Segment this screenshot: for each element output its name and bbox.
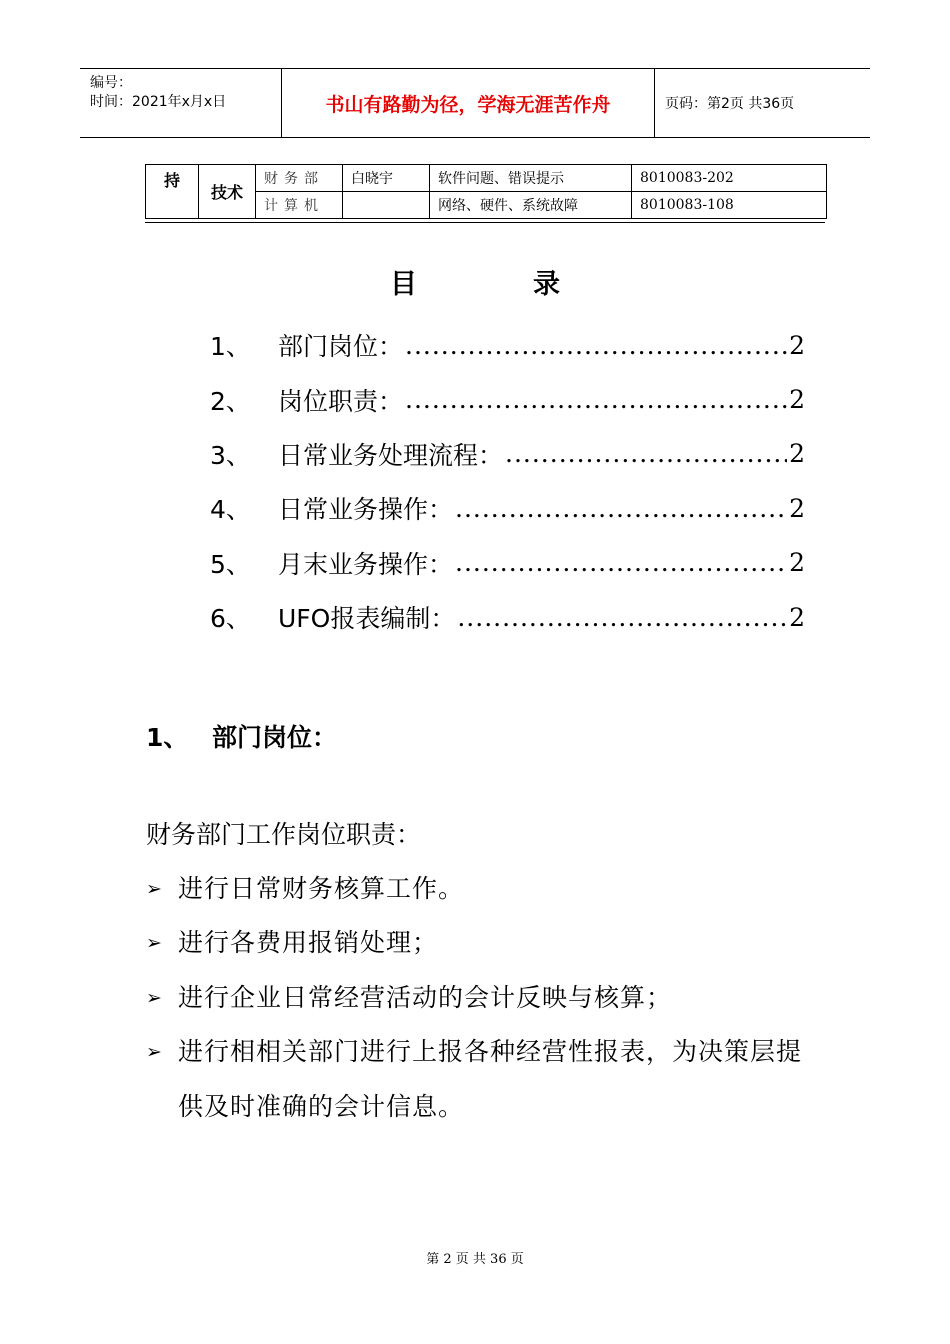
toc-num: 5、: [210, 549, 251, 579]
table-cell-person: [343, 192, 430, 219]
toc-title: [0, 262, 950, 301]
number-label: 编号：: [90, 75, 132, 91]
table-cell-tech: 技术: [199, 165, 256, 219]
table-bottom-rule: [145, 222, 825, 226]
list-item-text: 进行企业日常经营活动的会计反映与核算；: [178, 982, 673, 1012]
table-of-contents: [210, 318, 805, 644]
contact-table: [145, 164, 827, 219]
toc-num: 2、: [210, 386, 251, 416]
toc-page: 2: [789, 493, 805, 523]
table-cell-dept: 计算机: [256, 192, 343, 219]
toc-num: 3、: [210, 440, 251, 470]
list-item: [146, 971, 816, 1025]
toc-label: 日常业务操作：: [278, 495, 454, 525]
toc-page: 2: [789, 548, 805, 578]
page-header: [80, 68, 870, 138]
toc-label: 日常业务处理流程：: [278, 440, 504, 470]
toc-page: 2: [789, 602, 805, 632]
page-footer: 第 2 页 共 36 页: [426, 1252, 524, 1267]
list-item-text: 进行日常财务核算工作。: [178, 874, 465, 903]
table-cell-phone: 8010083-108: [632, 192, 827, 219]
toc-leader: [457, 603, 787, 632]
list-item: [146, 862, 816, 916]
toc-item[interactable]: [210, 427, 805, 481]
table-cell-dept: 财务部: [256, 165, 343, 192]
toc-item[interactable]: [210, 481, 805, 535]
toc-page: 2: [789, 439, 805, 469]
arrow-bullet-icon: ➢: [146, 986, 162, 1009]
toc-label: 岗位职责：: [278, 386, 404, 416]
toc-label: 月末业务操作：: [278, 549, 454, 579]
toc-num: 6、: [210, 604, 251, 634]
table-cell-phone: 8010083-202: [632, 165, 827, 192]
section-heading: [146, 718, 337, 754]
table-cell-support: 持: [146, 165, 199, 219]
toc-leader: [505, 439, 787, 468]
toc-label: UFO报表编制：: [278, 604, 456, 634]
toc-item[interactable]: [210, 372, 805, 426]
section-intro: 财务部门工作岗位职责：: [146, 820, 422, 849]
list-item: [146, 1025, 816, 1134]
toc-item[interactable]: [210, 590, 805, 644]
toc-num: 1、: [210, 332, 251, 362]
arrow-bullet-icon: ➢: [146, 1041, 162, 1064]
list-item-text: 进行各费用报销处理；: [178, 928, 439, 958]
toc-title-part-b: 录: [533, 269, 560, 300]
section-title: 部门岗位：: [212, 723, 338, 752]
header-meta: [80, 69, 282, 137]
section-number: 1、: [146, 723, 189, 752]
table-row: [146, 165, 827, 192]
list-item: [146, 916, 816, 970]
toc-item[interactable]: [210, 536, 805, 590]
header-page-label: 页码：第2页 共36页: [665, 96, 795, 112]
toc-leader: [405, 331, 787, 360]
toc-page: 2: [789, 330, 805, 360]
toc-leader: [405, 385, 787, 414]
time-label: 时间：2021年x月x日: [90, 94, 227, 110]
arrow-bullet-icon: ➢: [146, 932, 162, 955]
toc-page: 2: [789, 385, 805, 415]
toc-num: 4、: [210, 495, 251, 525]
table-cell-issue: 网络、硬件、系统故障: [430, 192, 632, 219]
header-motto: 书山有路勤为径，学海无涯苦作舟: [282, 69, 655, 137]
toc-leader: [455, 494, 787, 523]
toc-label: 部门岗位：: [278, 332, 404, 362]
toc-title-part-a: 目: [390, 269, 417, 300]
arrow-bullet-icon: ➢: [146, 878, 162, 900]
table-cell-issue: 软件问题、错误提示: [430, 165, 632, 192]
table-cell-person: 白晓宇: [343, 165, 430, 192]
toc-item[interactable]: [210, 318, 805, 372]
list-item-text: 进行相相关部门进行上报各种经营性报表，为决策层提供及时准确的会计信息。: [178, 1037, 803, 1121]
duty-list: [146, 862, 816, 1134]
toc-leader: [455, 548, 787, 577]
